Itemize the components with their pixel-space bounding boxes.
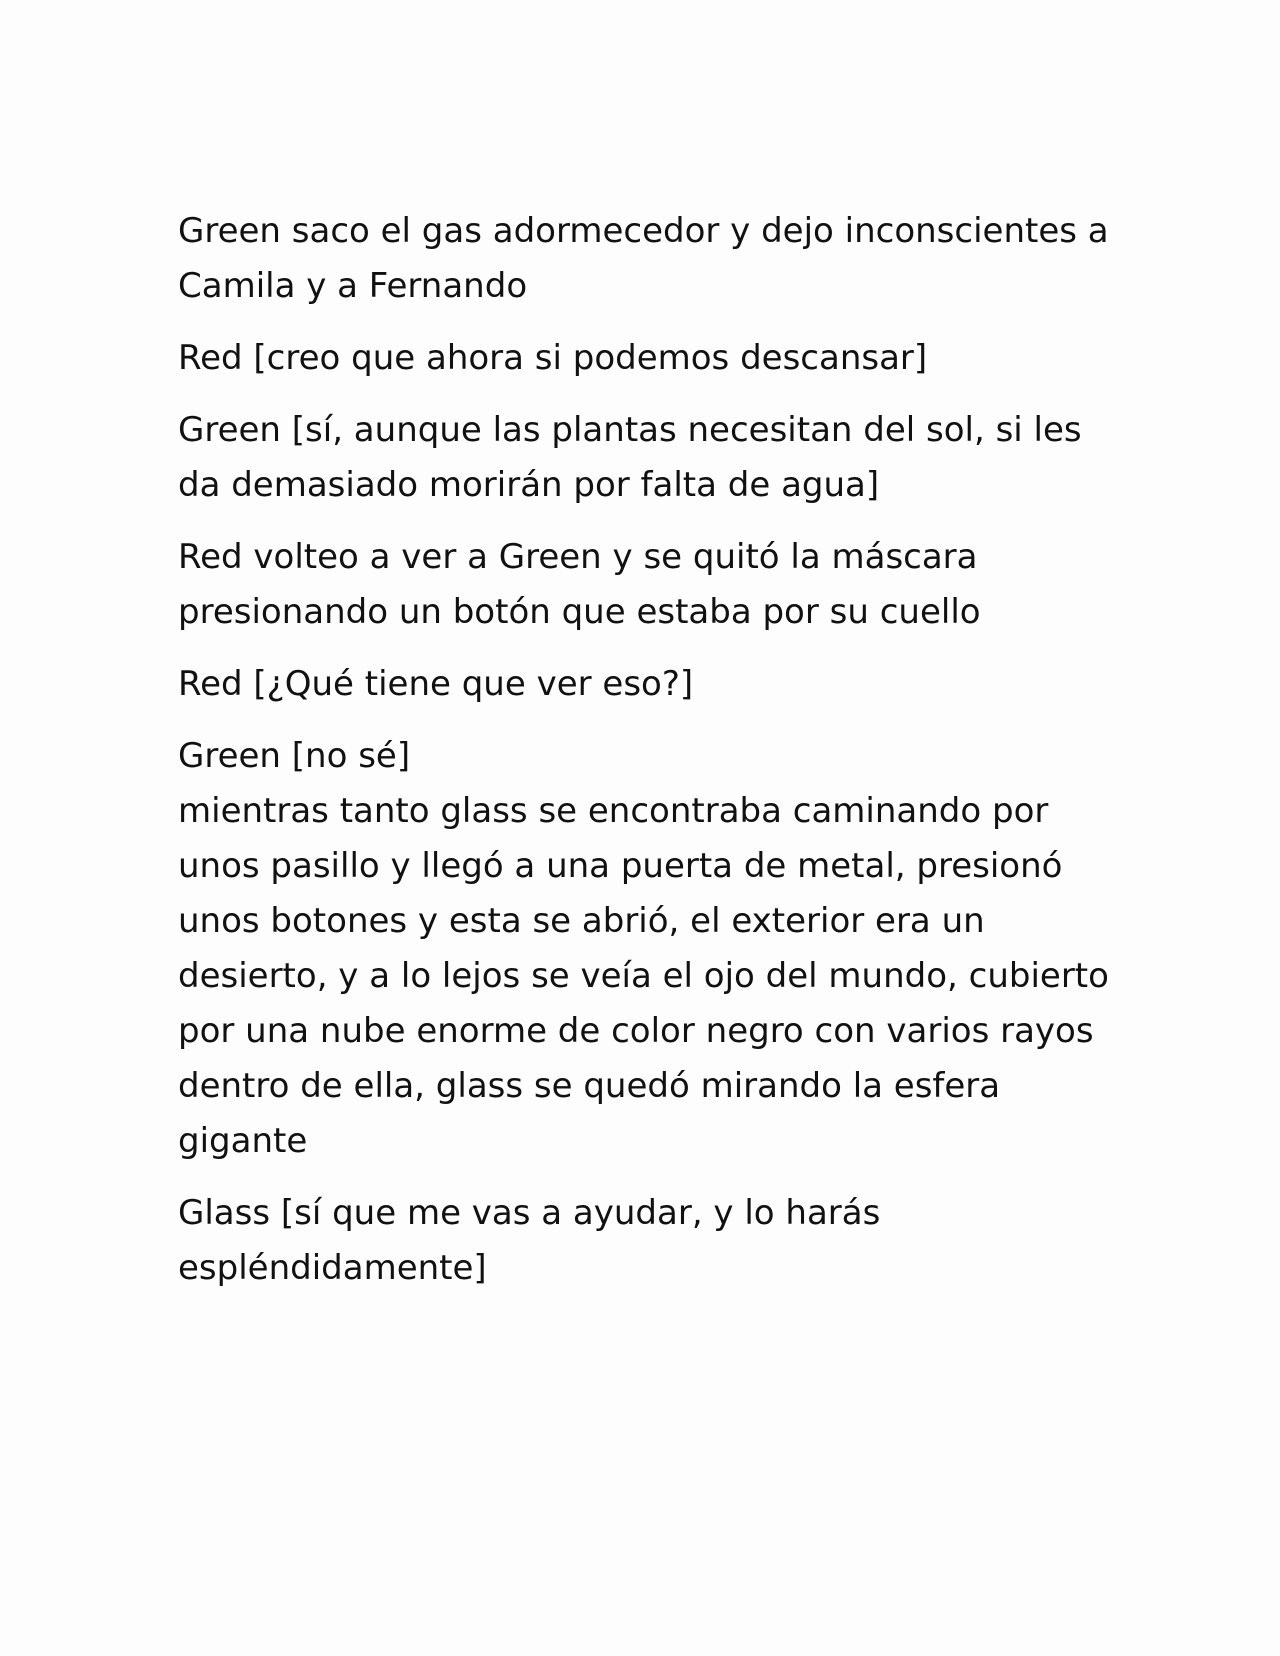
paragraph-narration-2: Red volteo a ver a Green y se quitó la máscara presionando un botón que estaba por su cuello [178,537,981,632]
paragraph-narration-3: mientras tanto glass se encontraba caminando por unos pasillo y llegó a una puerta de metal, presionó unos botones y esta se abrió, el exterior era un desierto, y a lo lejos se veía el ojo del mundo, cubierto por una nube enorme de color negro con varios rayos dentro de ella, glass se quedó mirando la esfera gigante [178,791,1109,1161]
paragraph-narration-1: Green saco el gas adormecedor y dejo inconscientes a Camila y a Fernando [178,211,1109,306]
document-body [178,204,1118,1313]
paragraph-dialogue-red-2: Red [¿Qué tiene que ver eso?] [178,664,694,704]
paragraph-dialogue-green-1: Green [sí, aunque las plantas necesitan del sol, si les da demasiado morirán por falta de agua] [178,410,1082,505]
paragraph-dialogue-green-2: Green [no sé] [178,736,411,776]
paragraph-dialogue-glass: Glass [sí que me vas a ayudar, y lo harás espléndidamente] [178,1193,881,1288]
paragraph-dialogue-red-1: Red [creo que ahora si podemos descansar] [178,338,928,378]
